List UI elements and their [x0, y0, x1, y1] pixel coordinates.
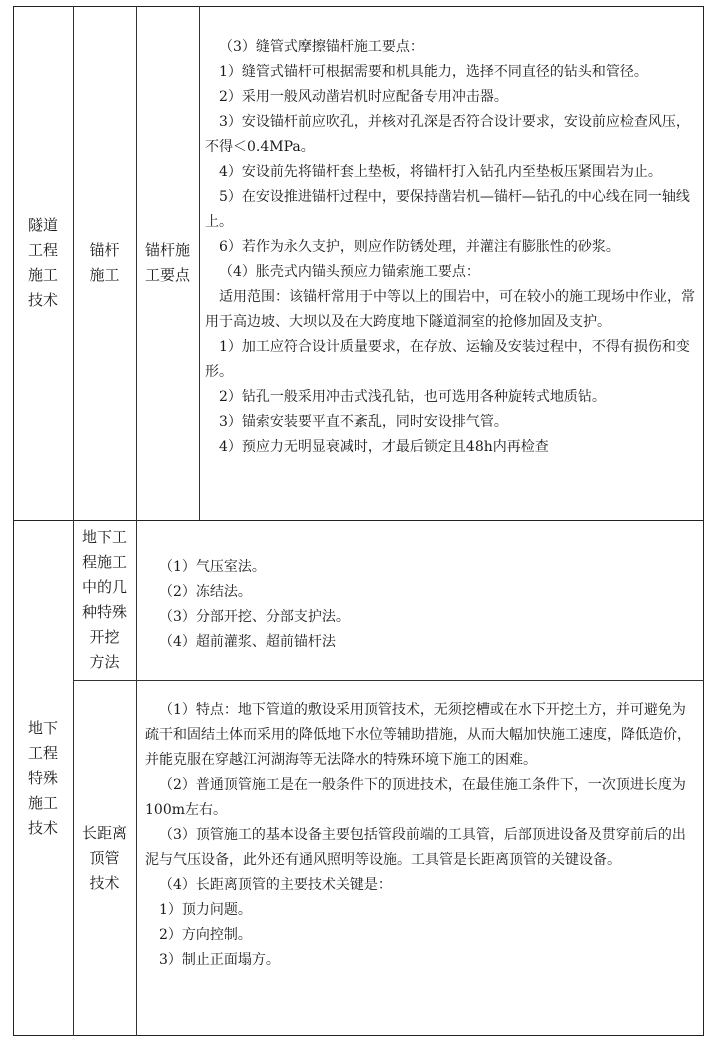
subcategory-line: 施工: [89, 266, 120, 284]
topic-line: 锚杆施: [144, 241, 190, 259]
category-line: 工程: [27, 241, 58, 259]
content-paragraph: 适用范围：该锚杆常用于中等以上的围岩中，可在较小的施工现场中作业，常用于高边坡、大坝以及在大跨度地下隧道洞室的抢修加固及支护。: [205, 289, 695, 330]
content-paragraph: 2）采用一般风动凿岩机时应配备专用冲击器。: [219, 89, 508, 105]
row-divider: [73, 680, 704, 681]
content-paragraph: 1）缝管式锚杆可根据需要和机具能力，选择不同直径的钻头和管径。: [219, 64, 648, 80]
category-cell-underground: [13, 520, 73, 1036]
category-line: 工程: [27, 743, 58, 762]
subcategory-line: 方法: [89, 653, 120, 671]
subcategory-line: 种特殊: [81, 603, 127, 621]
subcategory-line: 开挖: [89, 628, 120, 646]
subcategory-line: 长距离: [81, 823, 127, 842]
content-paragraph: 4）安设前先将锚杆套上垫板，将锚杆打入钻孔内至垫板压紧围岩为止。: [219, 164, 662, 180]
content-paragraph: 1）顶力问题。: [159, 902, 252, 918]
content-paragraph: （3）分部开挖、分部支护法。: [159, 609, 350, 625]
col-line-3: [199, 6, 200, 520]
content-paragraph: 6）若作为永久支护，则应作防锈处理，并灌注有膨胀性的砂浆。: [219, 239, 620, 255]
content-paragraph: （4）超前灌浆、超前锚杆法: [159, 634, 336, 650]
subcategory-line: 中的几: [81, 578, 127, 596]
subcategory-cell-excavation: [73, 520, 136, 680]
category-line: 隧道: [27, 216, 58, 234]
category-line: 技术: [27, 291, 58, 309]
subcategory-line: 地下工: [81, 528, 127, 546]
content-paragraph: 3）安设锚杆前应吹孔，并核对孔深是否符合设计要求，安设前应检查风压，不得＜0.4MPa。: [205, 114, 690, 155]
content-paragraph: （1）特点：地下管道的敷设采用顶管技术，无须挖槽或在水下开挖土方，并可避免为疏干和固结土体而采用的降低地下水位等辅助措施，从而大幅加快施工速度，降低造价，并能克服在穿越江河湖海等无法降水的特殊环境下施工的困难。: [145, 702, 691, 768]
category-line: 施工: [27, 266, 58, 284]
category-line: 特殊: [27, 768, 58, 787]
content-paragraph: （2）普通顶管施工是在一般条件下的顶进技术，在最佳施工条件下，一次顶进长度为100m左右。: [145, 777, 686, 818]
content-paragraph: （2）冻结法。: [159, 584, 252, 600]
content-paragraph: 1）加工应符合设计质量要求，在存放、运输及安装过程中，不得有损伤和变形。: [205, 339, 690, 380]
subcategory-line: 程施工: [81, 553, 127, 571]
content-cell-anchor: [205, 35, 698, 515]
subcategory-line: 顶管: [89, 848, 120, 867]
content-paragraph: （4）胀壳式内锚头预应力锚索施工要点：: [219, 264, 480, 280]
content-paragraph: （3）顶管施工的基本设备主要包括管段前端的工具管，后部顶进设备及贯穿前后的出泥与气压设备，此外还有通风照明等设施。工具管是长距离顶管的关键设备。: [145, 827, 686, 868]
category-line: 地下: [27, 718, 58, 737]
content-paragraph: （3）缝管式摩擦锚杆施工要点：: [219, 39, 424, 55]
category-line: 施工: [27, 793, 58, 812]
topic-line: 工要点: [144, 266, 190, 284]
content-paragraph: 5）在安设推进锚杆过程中，要保持凿岩机—锚杆—钻孔的中心线在同一轴线上。: [205, 189, 690, 230]
subcategory-line: 技术: [89, 873, 120, 892]
content-paragraph: 2）方向控制。: [159, 927, 252, 943]
subcategory-cell-pipe-jacking: [73, 680, 136, 1036]
content-paragraph: 3）锚索安装要平直不紊乱，同时安设排气管。: [219, 414, 508, 430]
content-paragraph: （1）气压室法。: [159, 559, 266, 575]
content-paragraph: 4）预应力无明显衰减时，才最后锁定且48h内再检查: [219, 439, 549, 455]
content-cell-excavation: [145, 555, 698, 665]
content-paragraph: 2）钻孔一般采用冲击式浅孔钻，也可选用各种旋转式地质钻。: [219, 389, 606, 405]
category-cell-tunnel: [13, 6, 73, 520]
category-line: 技术: [27, 818, 58, 837]
content-paragraph: （4）长距离顶管的主要技术关键是：: [159, 877, 392, 893]
topic-cell-anchor-points: [136, 6, 199, 520]
content-paragraph: 3）制止正面塌方。: [159, 952, 280, 968]
content-cell-pipe-jacking: [145, 698, 698, 1028]
col-line-2b: [136, 520, 137, 1036]
subcategory-cell-anchor: [73, 6, 136, 520]
subcategory-line: 锚杆: [89, 241, 120, 259]
